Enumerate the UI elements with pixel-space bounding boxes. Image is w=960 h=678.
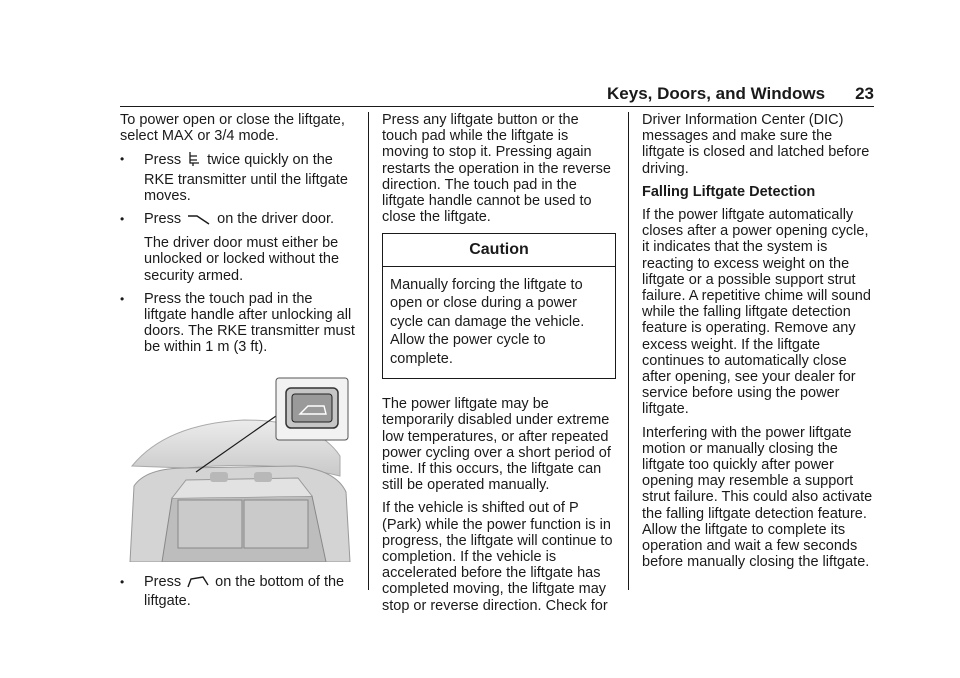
section-title: Keys, Doors, and Windows xyxy=(607,84,826,103)
list-item: • Press twice quickly on the RKE transmitter until the liftgate moves. xyxy=(120,152,348,204)
paragraph: If the power liftgate automatically closes after a power opening cycle, it indicates that the system is reacting to excess weight on the liftgate or a possible support strut failure. A repetitive chime will sound while the falling liftgate detection feature is operating. Remove any excess weight. If the liftgate continues to automatically close after opening, see your dealer for service before using the power liftgate. xyxy=(642,207,871,418)
paragraph: Interfering with the power liftgate motion or manually closing the liftgate too quickly after power opening may resemble a support strut failure. This could also activate the falling liftgate detection feature. Allow the liftgate to complete its operation and wait a few seconds before manually closing the liftgate. xyxy=(642,424,873,571)
column-divider xyxy=(628,112,629,590)
paragraph: The power liftgate may be temporarily disabled under extreme low temperatures, or after repeated power cycling over a short period of time. If this occurs, the liftgate can still be operated manually. xyxy=(382,396,611,494)
intro-paragraph: To power open or close the liftgate, select MAX or 3/4 mode. xyxy=(120,112,345,145)
bullet-dot: • xyxy=(120,152,125,167)
page-number: 23 xyxy=(855,84,874,103)
column-2 xyxy=(382,112,616,621)
list-item: • Press on the bottom of the liftgate. xyxy=(120,573,345,609)
liftgate-remote-icon xyxy=(187,151,201,171)
list-item: • Press the touch pad in the liftgate handle after unlocking all doors. The RKE transmitter must be within 1 m (3 ft). xyxy=(120,290,355,356)
column-3 xyxy=(642,112,878,577)
caution-body: Manually forcing the liftgate to open or close during a power cycle can damage the vehicle. Allow the power cycle to complete. xyxy=(390,276,585,367)
liftgate-illustration xyxy=(126,376,352,562)
caution-title: Caution xyxy=(383,234,615,266)
section-heading: Falling Liftgate Detection xyxy=(642,183,816,200)
caution-box xyxy=(382,233,616,379)
page-header xyxy=(607,84,874,104)
paragraph: Driver Information Center (DIC) messages and make sure the liftgate is closed and latched before driving. xyxy=(642,112,870,177)
paragraph: Press any liftgate button or the touch pad while the liftgate is moving to stop it. Pressing again restarts the operation in the reverse direction. The touch pad in the liftgate handle cannot be used to close the liftgate. xyxy=(382,112,611,226)
liftgate-close-icon xyxy=(187,575,209,593)
column-divider xyxy=(368,112,369,590)
liftgate-door-icon xyxy=(187,214,211,230)
paragraph: If the vehicle is shifted out of P (Park) while the power function is in progress, the liftgate will continue to completion. If the vehicle is accelerated before the liftgate has completed moving, the liftgate may stop or reverse direction. Check for xyxy=(382,500,613,614)
list-item: • Press on the driver door. The driver door must either be unlocked or locked without the security armed. xyxy=(120,211,340,284)
column-1 xyxy=(120,112,357,616)
header-rule xyxy=(120,106,874,107)
